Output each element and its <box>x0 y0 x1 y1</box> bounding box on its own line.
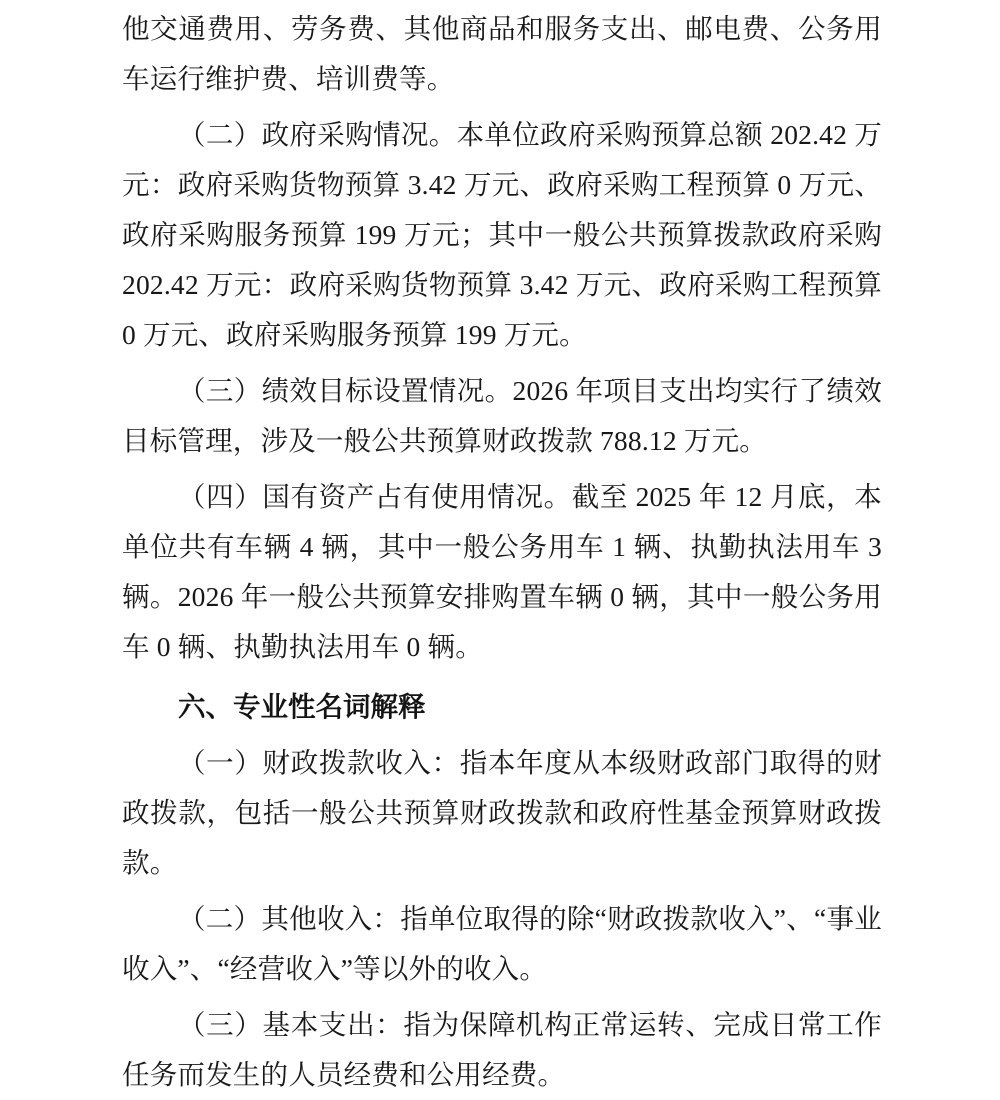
paragraph-term-fiscal-appropriation: （一）财政拨款收入：指本年度从本级财政部门取得的财政拨款，包括一般公共预算财政拨款和政府性基金预算财政拨款。 <box>122 747 882 878</box>
paragraph-state-assets: （四）国有资产占有使用情况。截至 2025 年 12 月底，本单位共有车辆 4 辆，其中一般公务用车 1 辆、执勤执法用车 3 辆。2026 年一般公共预算安排购置车辆 0 辆，其中一般公务用车 0 辆、执勤执法用车 0 辆。 <box>122 481 882 662</box>
section-heading-terms: 六、专业性名词解释 <box>178 691 426 722</box>
paragraph-continued-expenses: 他交通费用、劳务费、其他商品和服务支出、邮电费、公务用车运行维护费、培训费等。 <box>122 13 882 94</box>
paragraph-government-procurement: （二）政府采购情况。本单位政府采购预算总额 202.42 万元：政府采购货物预算 3.42 万元、政府采购工程预算 0 万元、政府采购服务预算 199 万元；其中一般公共预算拨款政府采购 202.42 万元：政府采购货物预算 3.42 万元、政府采购工程预算 0 万元、政府采购服务预算 199 万元。 <box>122 119 882 350</box>
document-body <box>122 0 882 1100</box>
paragraph-performance-target: （三）绩效目标设置情况。2026 年项目支出均实行了绩效目标管理，涉及一般公共预算财政拨款 788.12 万元。 <box>122 375 882 456</box>
paragraph-term-other-income: （二）其他收入：指单位取得的除“财政拨款收入”、“事业收入”、“经营收入”等以外的收入。 <box>122 903 882 984</box>
paragraph-term-basic-expenditure: （三）基本支出：指为保障机构正常运转、完成日常工作任务而发生的人员经费和公用经费。 <box>122 1009 882 1090</box>
section-spacer <box>122 672 882 682</box>
